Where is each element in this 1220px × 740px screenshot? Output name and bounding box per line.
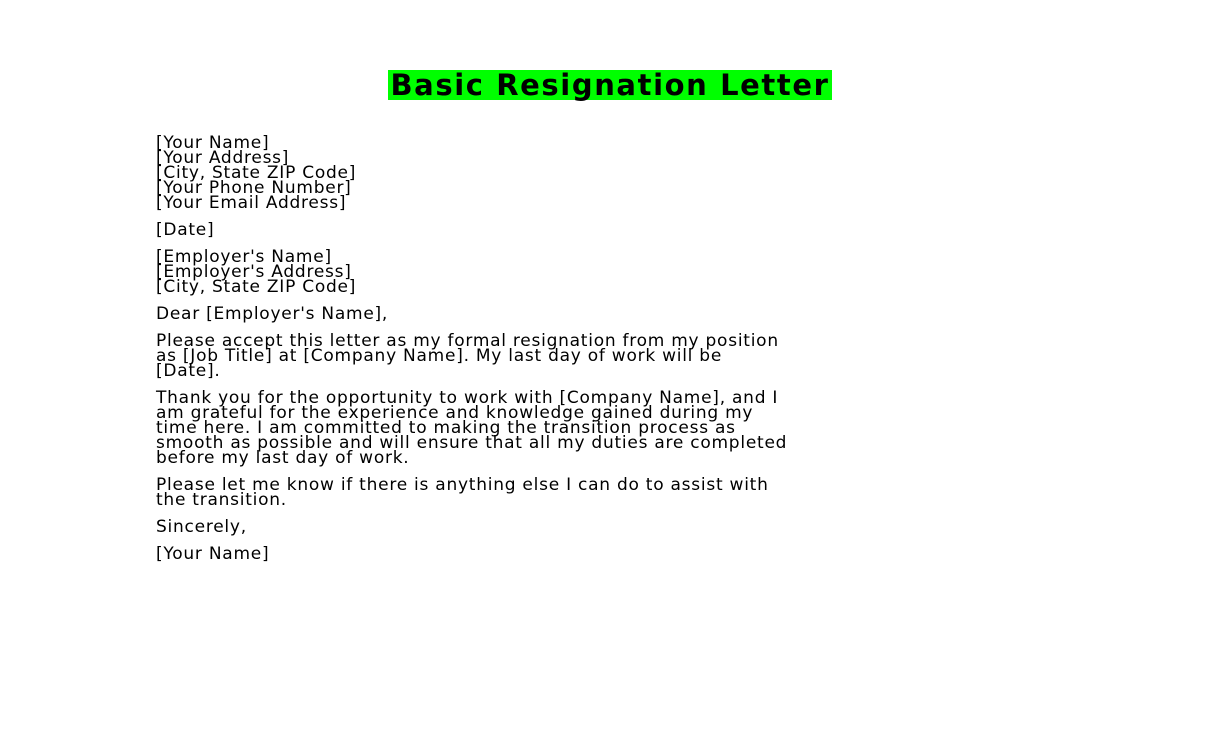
- paragraph-assistance: [156, 475, 1076, 510]
- paragraph-line: the transition.: [156, 490, 287, 510]
- letter-date: [Date]: [156, 220, 215, 240]
- closing: Sincerely,: [156, 517, 247, 537]
- signature-name: [Your Name]: [156, 544, 270, 564]
- paragraph-resignation: [156, 331, 1076, 381]
- sender-phone: [Your Phone Number]: [156, 178, 352, 198]
- sender-name: [Your Name]: [156, 133, 270, 153]
- paragraph-line: as [Job Title] at [Company Name]. My last day of work will be: [156, 346, 723, 366]
- paragraph-line: smooth as possible and will ensure that all my duties are completed: [156, 433, 788, 453]
- paragraph-line: Please accept this letter as my formal resignation from my position: [156, 331, 779, 351]
- recipient-name: [Employer's Name]: [156, 247, 332, 267]
- salutation: Dear [Employer's Name],: [156, 304, 389, 324]
- sender-address: [Your Address]: [156, 148, 290, 168]
- paragraph-line: [Date].: [156, 361, 221, 381]
- letter-body: [156, 133, 1076, 574]
- paragraph-gratitude: [156, 388, 1076, 468]
- sender-email: [Your Email Address]: [156, 193, 347, 213]
- document-title: Basic Resignation Letter: [390, 68, 830, 102]
- title-container: [0, 70, 1220, 100]
- paragraph-line: Please let me know if there is anything else I can do to assist with: [156, 475, 769, 495]
- sender-city-state-zip: [City, State ZIP Code]: [156, 163, 357, 183]
- paragraph-line: time here. I am committed to making the transition process as: [156, 418, 736, 438]
- paragraph-line: am grateful for the experience and knowledge gained during my: [156, 403, 754, 423]
- signature-block: [156, 544, 1076, 564]
- closing-block: [156, 517, 1076, 537]
- sender-address-block: [156, 133, 1076, 213]
- paragraph-line: Thank you for the opportunity to work with [Company Name], and I: [156, 388, 779, 408]
- salutation-block: [156, 304, 1076, 324]
- recipient-address-block: [156, 247, 1076, 297]
- date-block: [156, 220, 1076, 240]
- recipient-city-state-zip: [City, State ZIP Code]: [156, 277, 357, 297]
- recipient-address: [Employer's Address]: [156, 262, 352, 282]
- paragraph-line: before my last day of work.: [156, 448, 410, 468]
